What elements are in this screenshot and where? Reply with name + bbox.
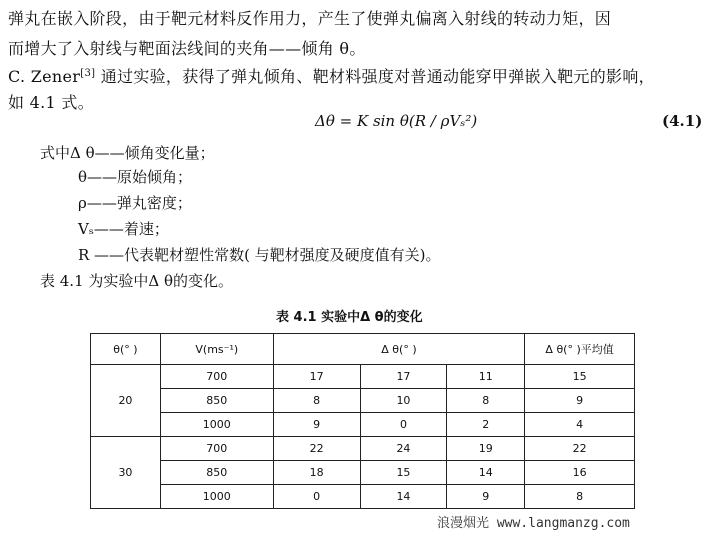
table-row	[91, 437, 635, 461]
delta-cell: 15	[360, 461, 447, 485]
paragraph-line-4: 如 4.1 式。	[8, 93, 95, 112]
definition-delta-theta: 式中Δ θ——倾角变化量；	[40, 144, 215, 162]
table-row	[91, 365, 635, 389]
theta-cell: 20	[91, 365, 161, 437]
definition-vs: Vₛ——着速；	[78, 220, 169, 238]
header-delta-theta: Δ θ(° )	[273, 334, 525, 365]
delta-cell: 9	[273, 413, 360, 437]
delta-cell: 11	[447, 365, 525, 389]
delta-cell: 8	[273, 389, 360, 413]
definition-theta: θ——原始倾角；	[78, 168, 193, 186]
average-cell: 22	[525, 437, 635, 461]
delta-cell: 24	[360, 437, 447, 461]
delta-cell: 8	[447, 389, 525, 413]
watermark: 浪漫烟光 www.langmanzg.com	[437, 516, 630, 531]
data-table	[90, 333, 635, 509]
paragraph-line-3	[8, 64, 655, 87]
equation-number: (4.1)	[662, 112, 703, 130]
delta-cell: 10	[360, 389, 447, 413]
velocity-cell: 850	[160, 461, 273, 485]
table-row	[91, 389, 635, 413]
average-cell: 16	[525, 461, 635, 485]
table-title: 表 4.1 实验中Δ θ的变化	[276, 310, 423, 325]
table-header-row	[91, 334, 635, 365]
paragraph-line-2: 而增大了入射线与靶面法线间的夹角——倾角 θ。	[8, 39, 366, 58]
velocity-cell: 1000	[160, 413, 273, 437]
header-velocity: V(ms⁻¹)	[160, 334, 273, 365]
velocity-cell: 1000	[160, 485, 273, 509]
author-name: C. Zener	[8, 67, 81, 86]
table-row	[91, 485, 635, 509]
delta-cell: 9	[447, 485, 525, 509]
delta-cell: 17	[360, 365, 447, 389]
definition-r: R ——代表靶材塑性常数( 与靶材强度及硬度值有关)。	[78, 246, 441, 264]
theta-cell: 30	[91, 437, 161, 509]
delta-cell: 0	[273, 485, 360, 509]
average-cell: 9	[525, 389, 635, 413]
average-cell: 15	[525, 365, 635, 389]
delta-cell: 19	[447, 437, 525, 461]
delta-cell: 22	[273, 437, 360, 461]
average-cell: 4	[525, 413, 635, 437]
delta-cell: 18	[273, 461, 360, 485]
velocity-cell: 700	[160, 437, 273, 461]
velocity-cell: 850	[160, 389, 273, 413]
delta-cell: 17	[273, 365, 360, 389]
table-row	[91, 413, 635, 437]
average-cell: 8	[525, 485, 635, 509]
table-row	[91, 461, 635, 485]
paragraph-line-3-text: 通过实验，获得了弹丸倾角、靶材料强度对普通动能穿甲弹嵌入靶元的影响，	[95, 67, 655, 86]
velocity-cell: 700	[160, 365, 273, 389]
header-average: Δ θ(° )平均值	[525, 334, 635, 365]
reference-marker: [3]	[80, 68, 96, 79]
paragraph-line-1: 弹丸在嵌入阶段，由于靶元材料反作用力，产生了使弹丸偏离入射线的转动力矩，因	[8, 9, 612, 28]
header-theta: θ(° )	[91, 334, 161, 365]
delta-cell: 14	[447, 461, 525, 485]
delta-cell: 2	[447, 413, 525, 437]
delta-cell: 14	[360, 485, 447, 509]
table-intro: 表 4.1 为实验中Δ θ的变化。	[40, 272, 234, 290]
formula: Δθ = K sin θ(R / ρVₛ²)	[315, 112, 478, 130]
definition-rho: ρ——弹丸密度；	[78, 194, 192, 212]
delta-cell: 0	[360, 413, 447, 437]
